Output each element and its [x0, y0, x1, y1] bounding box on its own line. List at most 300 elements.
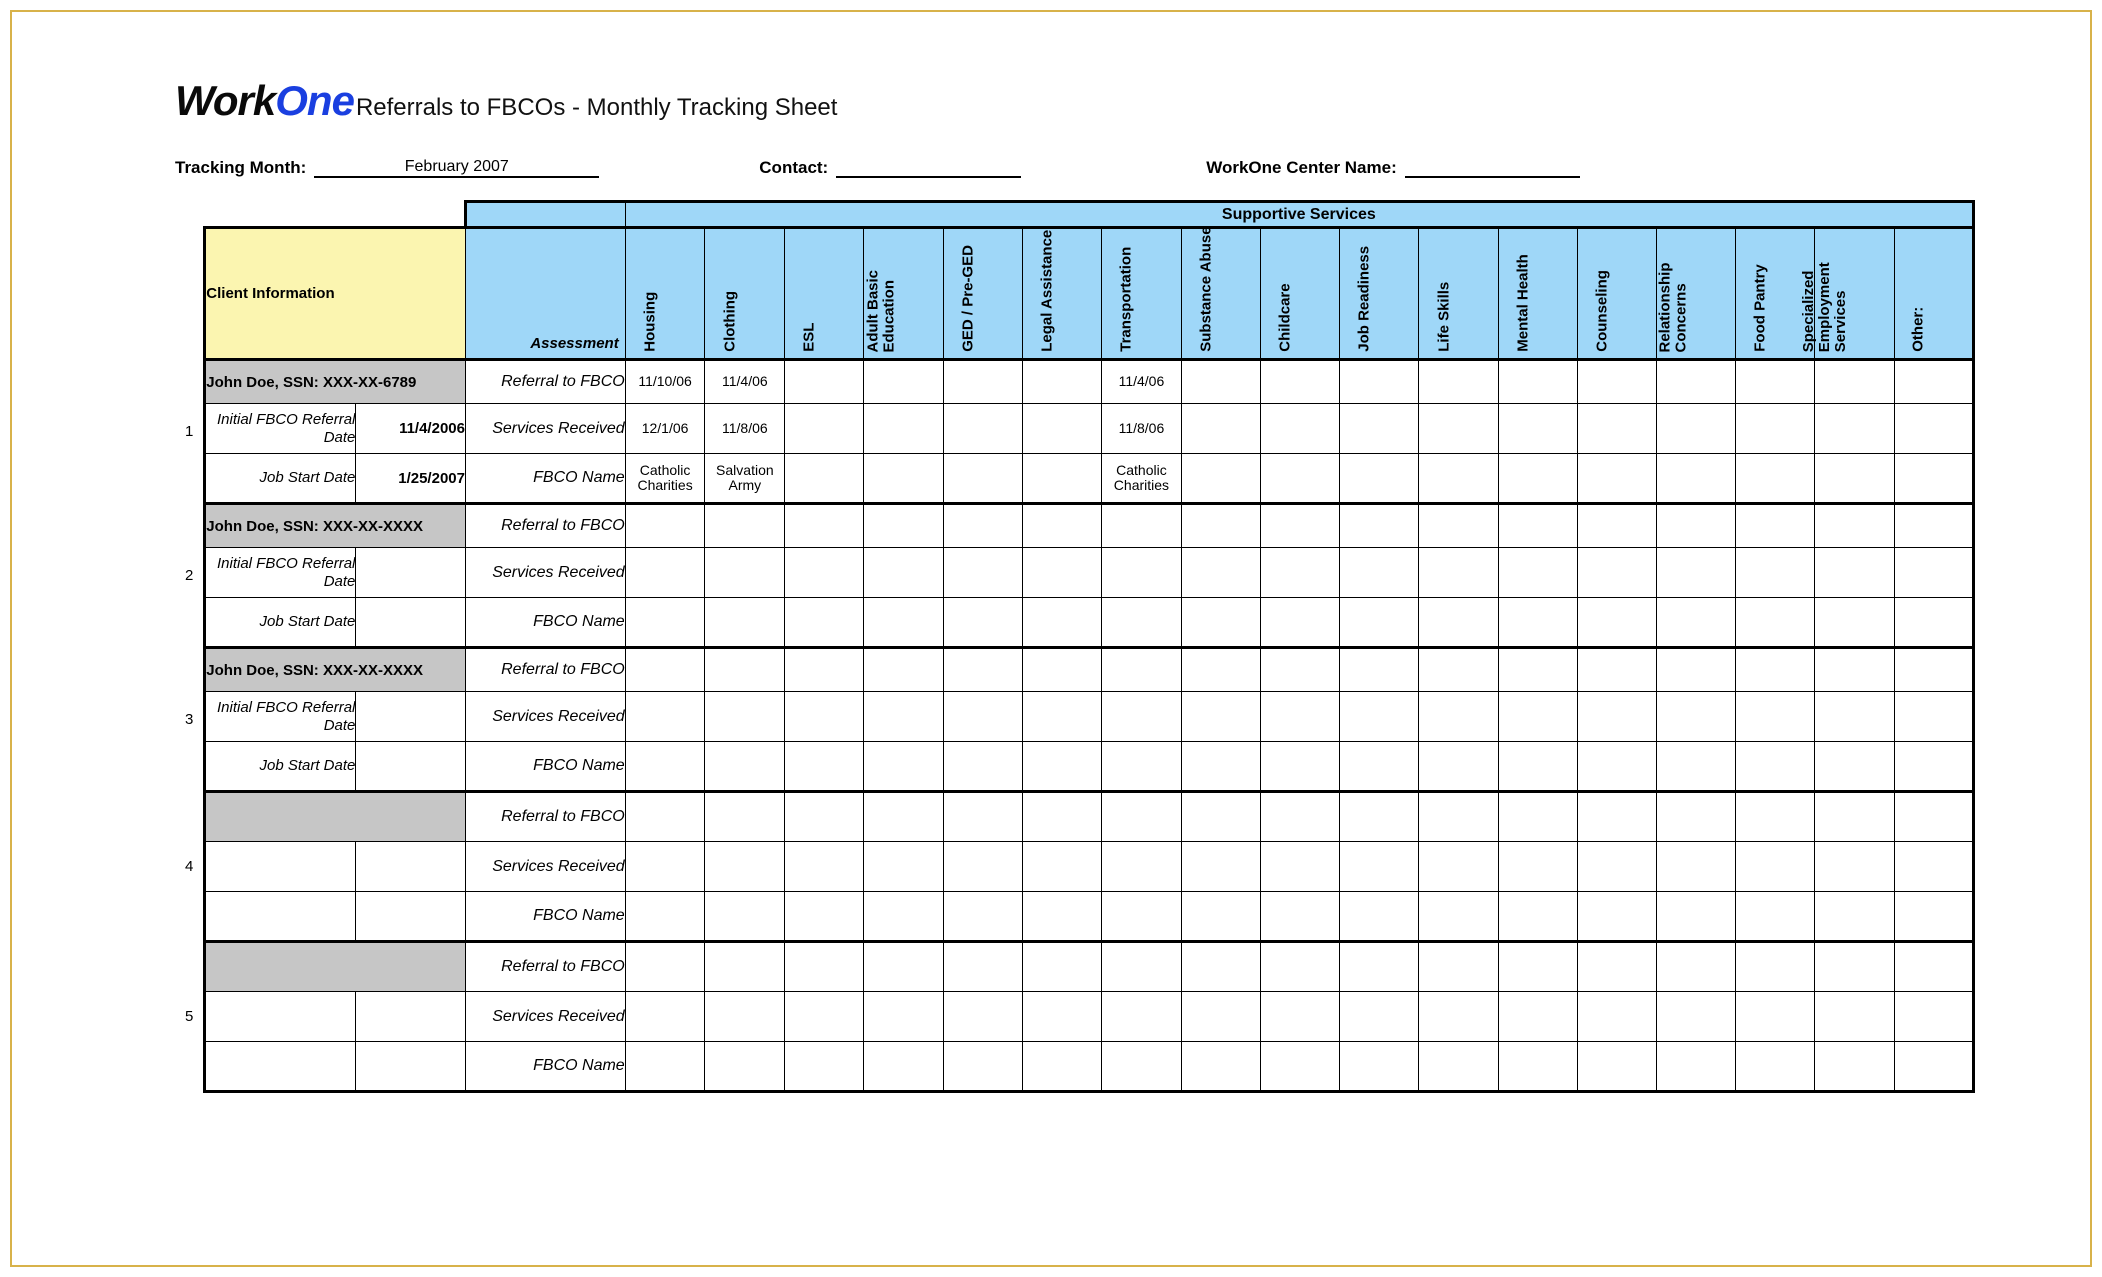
cell-2-referral-ged[interactable] [943, 504, 1022, 548]
cell-2-services-ged[interactable] [943, 548, 1022, 598]
cell-1-referral-abe[interactable] [864, 360, 943, 404]
cell-4-fbco-transportation[interactable] [1102, 892, 1182, 942]
cell-2-services-food-pantry[interactable] [1736, 548, 1815, 598]
value-job-start-date-2[interactable] [356, 598, 466, 648]
col-header-ged [943, 228, 1022, 360]
cell-2-referral-counseling[interactable] [1577, 504, 1656, 548]
value-job-start-date-5[interactable] [356, 1042, 466, 1092]
cell-5-services-food-pantry[interactable] [1736, 992, 1815, 1042]
cell-4-fbco-childcare[interactable] [1261, 892, 1340, 942]
cell-2-services-housing[interactable] [625, 548, 705, 598]
cell-1-fbco-counseling[interactable] [1577, 454, 1656, 504]
cell-1-fbco-ged[interactable] [943, 454, 1022, 504]
cell-3-referral-legal[interactable] [1022, 648, 1101, 692]
cell-1-referral-mental-health[interactable] [1498, 360, 1577, 404]
cell-4-fbco-mental-health[interactable] [1498, 892, 1577, 942]
cell-1-services-clothing[interactable]: 11/8/06 [705, 404, 785, 454]
value-job-start-date-4[interactable] [356, 892, 466, 942]
cell-3-referral-relationship[interactable] [1657, 648, 1736, 692]
cell-3-services-housing[interactable] [625, 692, 705, 742]
cell-3-services-ged[interactable] [943, 692, 1022, 742]
cell-1-referral-specialized[interactable] [1815, 360, 1894, 404]
cell-4-fbco-counseling[interactable] [1577, 892, 1656, 942]
cell-5-fbco-childcare[interactable] [1261, 1042, 1340, 1092]
cell-5-referral-job-readiness[interactable] [1340, 942, 1419, 992]
cell-2-services-relationship[interactable] [1657, 548, 1736, 598]
cell-3-referral-other[interactable] [1894, 648, 1973, 692]
col-header-other [1894, 228, 1973, 360]
cell-5-fbco-transportation[interactable] [1102, 1042, 1182, 1092]
cell-1-referral-counseling[interactable] [1577, 360, 1656, 404]
cell-4-fbco-other[interactable] [1894, 892, 1973, 942]
cell-1-services-life-skills[interactable] [1419, 404, 1498, 454]
cell-1-fbco-housing[interactable]: Catholic Charities [625, 454, 705, 504]
cell-2-fbco-counseling[interactable] [1577, 598, 1656, 648]
cell-2-services-childcare[interactable] [1261, 548, 1340, 598]
cell-2-fbco-job-readiness[interactable] [1340, 598, 1419, 648]
cell-5-services-legal[interactable] [1022, 992, 1101, 1042]
cell-4-fbco-housing[interactable] [625, 892, 705, 942]
cell-2-fbco-mental-health[interactable] [1498, 598, 1577, 648]
cell-1-referral-other[interactable] [1894, 360, 1973, 404]
cell-1-fbco-esl[interactable] [785, 454, 864, 504]
cell-1-services-transportation[interactable]: 11/8/06 [1102, 404, 1182, 454]
col-header-counseling-label: Counseling [1593, 270, 1611, 352]
row-number-2: 2 [184, 567, 194, 584]
col-header-legal-assistance-label: Legal Assistance [1038, 230, 1056, 352]
cell-3-referral-life-skills[interactable] [1419, 648, 1498, 692]
cell-5-referral-transportation[interactable] [1102, 942, 1182, 992]
table-row [175, 404, 1974, 454]
col-header-job-readiness [1340, 228, 1419, 360]
cell-2-referral-transportation[interactable] [1102, 504, 1182, 548]
cell-1-services-housing[interactable]: 12/1/06 [625, 404, 705, 454]
cell-5-fbco-mental-health[interactable] [1498, 1042, 1577, 1092]
cell-5-referral-clothing[interactable] [705, 942, 785, 992]
cell-5-referral-life-skills[interactable] [1419, 942, 1498, 992]
cell-2-services-esl[interactable] [785, 548, 864, 598]
cell-4-services-job-readiness[interactable] [1340, 842, 1419, 892]
cell-3-referral-substance[interactable] [1181, 648, 1260, 692]
cell-3-services-relationship[interactable] [1657, 692, 1736, 742]
value-initial-referral-date-3[interactable] [356, 692, 466, 742]
cell-3-services-childcare[interactable] [1261, 692, 1340, 742]
cell-2-fbco-life-skills[interactable] [1419, 598, 1498, 648]
cell-4-referral-ged[interactable] [943, 792, 1022, 842]
cell-4-fbco-food-pantry[interactable] [1736, 892, 1815, 942]
cell-5-fbco-food-pantry[interactable] [1736, 1042, 1815, 1092]
cell-5-services-abe[interactable] [864, 992, 943, 1042]
cell-1-referral-relationship[interactable] [1657, 360, 1736, 404]
cell-2-services-life-skills[interactable] [1419, 548, 1498, 598]
cell-3-fbco-abe[interactable] [864, 742, 943, 792]
cell-5-referral-counseling[interactable] [1577, 942, 1656, 992]
cell-1-fbco-transportation[interactable]: Catholic Charities [1102, 454, 1182, 504]
cell-4-referral-specialized[interactable] [1815, 792, 1894, 842]
cell-2-referral-clothing[interactable] [705, 504, 785, 548]
cell-2-fbco-abe[interactable] [864, 598, 943, 648]
cell-3-referral-childcare[interactable] [1261, 648, 1340, 692]
cell-3-services-counseling[interactable] [1577, 692, 1656, 742]
cell-1-fbco-life-skills[interactable] [1419, 454, 1498, 504]
supportive-services-header-row [175, 202, 1974, 228]
cell-2-fbco-clothing[interactable] [705, 598, 785, 648]
cell-5-fbco-life-skills[interactable] [1419, 1042, 1498, 1092]
value-job-start-date-3[interactable] [356, 742, 466, 792]
cell-4-services-counseling[interactable] [1577, 842, 1656, 892]
cell-1-referral-transportation[interactable]: 11/4/06 [1102, 360, 1182, 404]
cell-5-services-esl[interactable] [785, 992, 864, 1042]
cell-2-referral-food-pantry[interactable] [1736, 504, 1815, 548]
cell-2-referral-childcare[interactable] [1261, 504, 1340, 548]
cell-2-fbco-specialized[interactable] [1815, 598, 1894, 648]
cell-3-fbco-other[interactable] [1894, 742, 1973, 792]
cell-1-fbco-job-readiness[interactable] [1340, 454, 1419, 504]
cell-4-referral-job-readiness[interactable] [1340, 792, 1419, 842]
cell-3-fbco-life-skills[interactable] [1419, 742, 1498, 792]
cell-4-services-esl[interactable] [785, 842, 864, 892]
cell-1-referral-clothing[interactable]: 11/4/06 [705, 360, 785, 404]
cell-1-referral-legal[interactable] [1022, 360, 1101, 404]
cell-3-fbco-ged[interactable] [943, 742, 1022, 792]
cell-3-referral-mental-health[interactable] [1498, 648, 1577, 692]
cell-1-services-ged[interactable] [943, 404, 1022, 454]
cell-2-fbco-transportation[interactable] [1102, 598, 1182, 648]
cell-4-services-mental-health[interactable] [1498, 842, 1577, 892]
cell-1-fbco-legal[interactable] [1022, 454, 1101, 504]
cell-4-fbco-ged[interactable] [943, 892, 1022, 942]
client-name-1[interactable]: John Doe, SSN: XXX-XX-6789 [205, 360, 466, 404]
cell-5-referral-mental-health[interactable] [1498, 942, 1577, 992]
cell-4-referral-counseling[interactable] [1577, 792, 1656, 842]
cell-4-referral-substance[interactable] [1181, 792, 1260, 842]
cell-3-services-mental-health[interactable] [1498, 692, 1577, 742]
col-header-esl-label: ESL [800, 322, 818, 352]
col-header-mental-health [1498, 228, 1577, 360]
cell-1-fbco-abe[interactable] [864, 454, 943, 504]
cell-5-fbco-abe[interactable] [864, 1042, 943, 1092]
cell-4-referral-mental-health[interactable] [1498, 792, 1577, 842]
client-name-2[interactable]: John Doe, SSN: XXX-XX-XXXX [205, 504, 466, 548]
cell-1-services-abe[interactable] [864, 404, 943, 454]
cell-2-services-job-readiness[interactable] [1340, 548, 1419, 598]
cell-3-referral-transportation[interactable] [1102, 648, 1182, 692]
cell-4-fbco-legal[interactable] [1022, 892, 1101, 942]
cell-3-referral-ged[interactable] [943, 648, 1022, 692]
cell-1-services-job-readiness[interactable] [1340, 404, 1419, 454]
cell-2-referral-job-readiness[interactable] [1340, 504, 1419, 548]
cell-1-services-childcare[interactable] [1261, 404, 1340, 454]
cell-4-services-relationship[interactable] [1657, 842, 1736, 892]
cell-4-services-legal[interactable] [1022, 842, 1101, 892]
table-row [175, 892, 1974, 942]
cell-1-services-mental-health[interactable] [1498, 404, 1577, 454]
cell-4-fbco-abe[interactable] [864, 892, 943, 942]
cell-2-referral-relationship[interactable] [1657, 504, 1736, 548]
value-initial-referral-date-4[interactable] [356, 842, 466, 892]
cell-5-fbco-ged[interactable] [943, 1042, 1022, 1092]
cell-2-services-transportation[interactable] [1102, 548, 1182, 598]
cell-1-referral-job-readiness[interactable] [1340, 360, 1419, 404]
cell-5-services-ged[interactable] [943, 992, 1022, 1042]
cell-4-services-clothing[interactable] [705, 842, 785, 892]
col-header-childcare-label: Childcare [1276, 283, 1294, 352]
cell-1-referral-food-pantry[interactable] [1736, 360, 1815, 404]
cell-5-referral-esl[interactable] [785, 942, 864, 992]
cell-2-services-mental-health[interactable] [1498, 548, 1577, 598]
cell-5-referral-other[interactable] [1894, 942, 1973, 992]
client-name-4[interactable] [205, 792, 466, 842]
cell-3-fbco-housing[interactable] [625, 742, 705, 792]
cell-4-services-housing[interactable] [625, 842, 705, 892]
logo-one-text: One [275, 77, 354, 124]
cell-5-fbco-relationship[interactable] [1657, 1042, 1736, 1092]
cell-3-fbco-job-readiness[interactable] [1340, 742, 1419, 792]
cell-5-fbco-housing[interactable] [625, 1042, 705, 1092]
cell-2-services-abe[interactable] [864, 548, 943, 598]
cell-1-referral-esl[interactable] [785, 360, 864, 404]
cell-3-services-legal[interactable] [1022, 692, 1101, 742]
cell-3-referral-housing[interactable] [625, 648, 705, 692]
col-header-specialized-employment-services-label: Specialized Employment Services [1799, 261, 1848, 352]
cell-1-services-food-pantry[interactable] [1736, 404, 1815, 454]
cell-4-services-transportation[interactable] [1102, 842, 1182, 892]
value-initial-referral-date-2[interactable] [356, 548, 466, 598]
cell-1-fbco-specialized[interactable] [1815, 454, 1894, 504]
cell-2-fbco-childcare[interactable] [1261, 598, 1340, 648]
cell-4-fbco-job-readiness[interactable] [1340, 892, 1419, 942]
cell-4-services-other[interactable] [1894, 842, 1973, 892]
col-header-life-skills [1419, 228, 1498, 360]
cell-2-referral-housing[interactable] [625, 504, 705, 548]
cell-5-referral-abe[interactable] [864, 942, 943, 992]
cell-2-fbco-esl[interactable] [785, 598, 864, 648]
cell-2-fbco-other[interactable] [1894, 598, 1973, 648]
cell-2-referral-abe[interactable] [864, 504, 943, 548]
cell-5-services-substance[interactable] [1181, 992, 1260, 1042]
cell-2-referral-life-skills[interactable] [1419, 504, 1498, 548]
cell-2-services-counseling[interactable] [1577, 548, 1656, 598]
cell-4-referral-transportation[interactable] [1102, 792, 1182, 842]
cell-2-referral-legal[interactable] [1022, 504, 1101, 548]
cell-4-fbco-esl[interactable] [785, 892, 864, 942]
cell-5-fbco-counseling[interactable] [1577, 1042, 1656, 1092]
cell-5-services-transportation[interactable] [1102, 992, 1182, 1042]
cell-1-services-other[interactable] [1894, 404, 1973, 454]
cell-5-services-childcare[interactable] [1261, 992, 1340, 1042]
cell-3-services-job-readiness[interactable] [1340, 692, 1419, 742]
stage-services-3: Services Received [465, 692, 625, 742]
cell-2-fbco-housing[interactable] [625, 598, 705, 648]
cell-3-referral-esl[interactable] [785, 648, 864, 692]
cell-5-fbco-other[interactable] [1894, 1042, 1973, 1092]
value-initial-referral-date-5[interactable] [356, 992, 466, 1042]
cell-3-fbco-childcare[interactable] [1261, 742, 1340, 792]
cell-4-services-ged[interactable] [943, 842, 1022, 892]
cell-1-services-relationship[interactable] [1657, 404, 1736, 454]
cell-3-referral-job-readiness[interactable] [1340, 648, 1419, 692]
cell-1-services-legal[interactable] [1022, 404, 1101, 454]
cell-1-fbco-food-pantry[interactable] [1736, 454, 1815, 504]
label-initial-referral-date-2: Initial FBCO Referral Date [205, 548, 356, 598]
cell-5-referral-legal[interactable] [1022, 942, 1101, 992]
col-header-clothing-label: Clothing [721, 291, 739, 352]
cell-5-services-life-skills[interactable] [1419, 992, 1498, 1042]
cell-5-services-housing[interactable] [625, 992, 705, 1042]
cell-2-services-specialized[interactable] [1815, 548, 1894, 598]
cell-3-services-life-skills[interactable] [1419, 692, 1498, 742]
cell-1-fbco-other[interactable] [1894, 454, 1973, 504]
cell-1-referral-ged[interactable] [943, 360, 1022, 404]
cell-3-fbco-mental-health[interactable] [1498, 742, 1577, 792]
cell-1-services-esl[interactable] [785, 404, 864, 454]
cell-5-services-counseling[interactable] [1577, 992, 1656, 1042]
cell-4-referral-esl[interactable] [785, 792, 864, 842]
cell-3-referral-clothing[interactable] [705, 648, 785, 692]
row-number-5: 5 [184, 1008, 194, 1025]
cell-4-fbco-clothing[interactable] [705, 892, 785, 942]
cell-2-referral-mental-health[interactable] [1498, 504, 1577, 548]
contact-field[interactable] [836, 158, 1021, 178]
cell-3-fbco-clothing[interactable] [705, 742, 785, 792]
cell-4-referral-legal[interactable] [1022, 792, 1101, 842]
cell-2-fbco-substance[interactable] [1181, 598, 1260, 648]
cell-2-referral-esl[interactable] [785, 504, 864, 548]
cell-5-services-job-readiness[interactable] [1340, 992, 1419, 1042]
cell-3-fbco-relationship[interactable] [1657, 742, 1736, 792]
cell-1-fbco-clothing[interactable]: Salvation Army [705, 454, 785, 504]
cell-5-referral-relationship[interactable] [1657, 942, 1736, 992]
cell-2-fbco-food-pantry[interactable] [1736, 598, 1815, 648]
cell-3-fbco-legal[interactable] [1022, 742, 1101, 792]
cell-4-referral-abe[interactable] [864, 792, 943, 842]
cell-3-services-other[interactable] [1894, 692, 1973, 742]
cell-5-services-other[interactable] [1894, 992, 1973, 1042]
cell-3-services-clothing[interactable] [705, 692, 785, 742]
cell-5-referral-ged[interactable] [943, 942, 1022, 992]
cell-1-services-counseling[interactable] [1577, 404, 1656, 454]
cell-5-services-mental-health[interactable] [1498, 992, 1577, 1042]
cell-5-referral-specialized[interactable] [1815, 942, 1894, 992]
stage-services-2: Services Received [465, 548, 625, 598]
cell-5-referral-housing[interactable] [625, 942, 705, 992]
cell-4-fbco-life-skills[interactable] [1419, 892, 1498, 942]
cell-3-referral-food-pantry[interactable] [1736, 648, 1815, 692]
cell-5-fbco-clothing[interactable] [705, 1042, 785, 1092]
cell-2-services-other[interactable] [1894, 548, 1973, 598]
cell-5-fbco-substance[interactable] [1181, 1042, 1260, 1092]
client-name-3[interactable]: John Doe, SSN: XXX-XX-XXXX [205, 648, 466, 692]
cell-3-fbco-food-pantry[interactable] [1736, 742, 1815, 792]
cell-3-fbco-transportation[interactable] [1102, 742, 1182, 792]
cell-1-fbco-childcare[interactable] [1261, 454, 1340, 504]
cell-3-services-abe[interactable] [864, 692, 943, 742]
tracking-table [175, 200, 1975, 1093]
cell-4-services-specialized[interactable] [1815, 842, 1894, 892]
cell-4-referral-other[interactable] [1894, 792, 1973, 842]
table-row [175, 648, 1974, 692]
value-initial-referral-date-1[interactable]: 11/4/2006 [356, 404, 466, 454]
center-name-field[interactable] [1405, 158, 1580, 178]
cell-5-services-specialized[interactable] [1815, 992, 1894, 1042]
cell-5-services-relationship[interactable] [1657, 992, 1736, 1042]
cell-4-referral-childcare[interactable] [1261, 792, 1340, 842]
cell-4-services-life-skills[interactable] [1419, 842, 1498, 892]
cell-4-fbco-relationship[interactable] [1657, 892, 1736, 942]
cell-4-referral-housing[interactable] [625, 792, 705, 842]
cell-4-referral-life-skills[interactable] [1419, 792, 1498, 842]
stage-fbco-name-5: FBCO Name [465, 1042, 625, 1092]
cell-1-referral-substance[interactable] [1181, 360, 1260, 404]
cell-3-services-substance[interactable] [1181, 692, 1260, 742]
cell-1-fbco-substance[interactable] [1181, 454, 1260, 504]
cell-2-fbco-legal[interactable] [1022, 598, 1101, 648]
cell-3-fbco-esl[interactable] [785, 742, 864, 792]
cell-2-fbco-relationship[interactable] [1657, 598, 1736, 648]
cell-1-referral-housing[interactable]: 11/10/06 [625, 360, 705, 404]
cell-5-services-clothing[interactable] [705, 992, 785, 1042]
cell-3-services-specialized[interactable] [1815, 692, 1894, 742]
cell-2-referral-specialized[interactable] [1815, 504, 1894, 548]
cell-5-fbco-legal[interactable] [1022, 1042, 1101, 1092]
cell-4-services-substance[interactable] [1181, 842, 1260, 892]
cell-2-services-legal[interactable] [1022, 548, 1101, 598]
tracking-month-field[interactable]: February 2007 [314, 158, 599, 178]
cell-2-referral-substance[interactable] [1181, 504, 1260, 548]
cell-5-referral-childcare[interactable] [1261, 942, 1340, 992]
cell-5-fbco-specialized[interactable] [1815, 1042, 1894, 1092]
cell-3-fbco-specialized[interactable] [1815, 742, 1894, 792]
cell-5-fbco-job-readiness[interactable] [1340, 1042, 1419, 1092]
cell-4-referral-relationship[interactable] [1657, 792, 1736, 842]
cell-4-services-childcare[interactable] [1261, 842, 1340, 892]
label-initial-referral-date-5 [205, 992, 356, 1042]
cell-4-fbco-specialized[interactable] [1815, 892, 1894, 942]
label-job-start-date-4 [205, 892, 356, 942]
cell-3-referral-counseling[interactable] [1577, 648, 1656, 692]
cell-4-fbco-substance[interactable] [1181, 892, 1260, 942]
value-job-start-date-1[interactable]: 1/25/2007 [356, 454, 466, 504]
cell-2-services-substance[interactable] [1181, 548, 1260, 598]
cell-4-referral-food-pantry[interactable] [1736, 792, 1815, 842]
cell-2-referral-other[interactable] [1894, 504, 1973, 548]
cell-5-fbco-esl[interactable] [785, 1042, 864, 1092]
cell-3-services-transportation[interactable] [1102, 692, 1182, 742]
cell-3-fbco-counseling[interactable] [1577, 742, 1656, 792]
cell-4-services-food-pantry[interactable] [1736, 842, 1815, 892]
cell-4-services-abe[interactable] [864, 842, 943, 892]
cell-3-referral-specialized[interactable] [1815, 648, 1894, 692]
cell-5-referral-food-pantry[interactable] [1736, 942, 1815, 992]
cell-3-referral-abe[interactable] [864, 648, 943, 692]
cell-1-referral-childcare[interactable] [1261, 360, 1340, 404]
cell-1-fbco-mental-health[interactable] [1498, 454, 1577, 504]
cell-4-referral-clothing[interactable] [705, 792, 785, 842]
client-name-5[interactable] [205, 942, 466, 992]
cell-3-services-esl[interactable] [785, 692, 864, 742]
cell-1-services-substance[interactable] [1181, 404, 1260, 454]
cell-2-services-clothing[interactable] [705, 548, 785, 598]
cell-5-referral-substance[interactable] [1181, 942, 1260, 992]
cell-3-services-food-pantry[interactable] [1736, 692, 1815, 742]
col-header-other-label: Other: [1909, 307, 1927, 352]
cell-1-services-specialized[interactable] [1815, 404, 1894, 454]
cell-1-fbco-relationship[interactable] [1657, 454, 1736, 504]
cell-1-referral-life-skills[interactable] [1419, 360, 1498, 404]
cell-3-fbco-substance[interactable] [1181, 742, 1260, 792]
tracking-month-label: Tracking Month: [175, 158, 307, 177]
cell-2-fbco-ged[interactable] [943, 598, 1022, 648]
